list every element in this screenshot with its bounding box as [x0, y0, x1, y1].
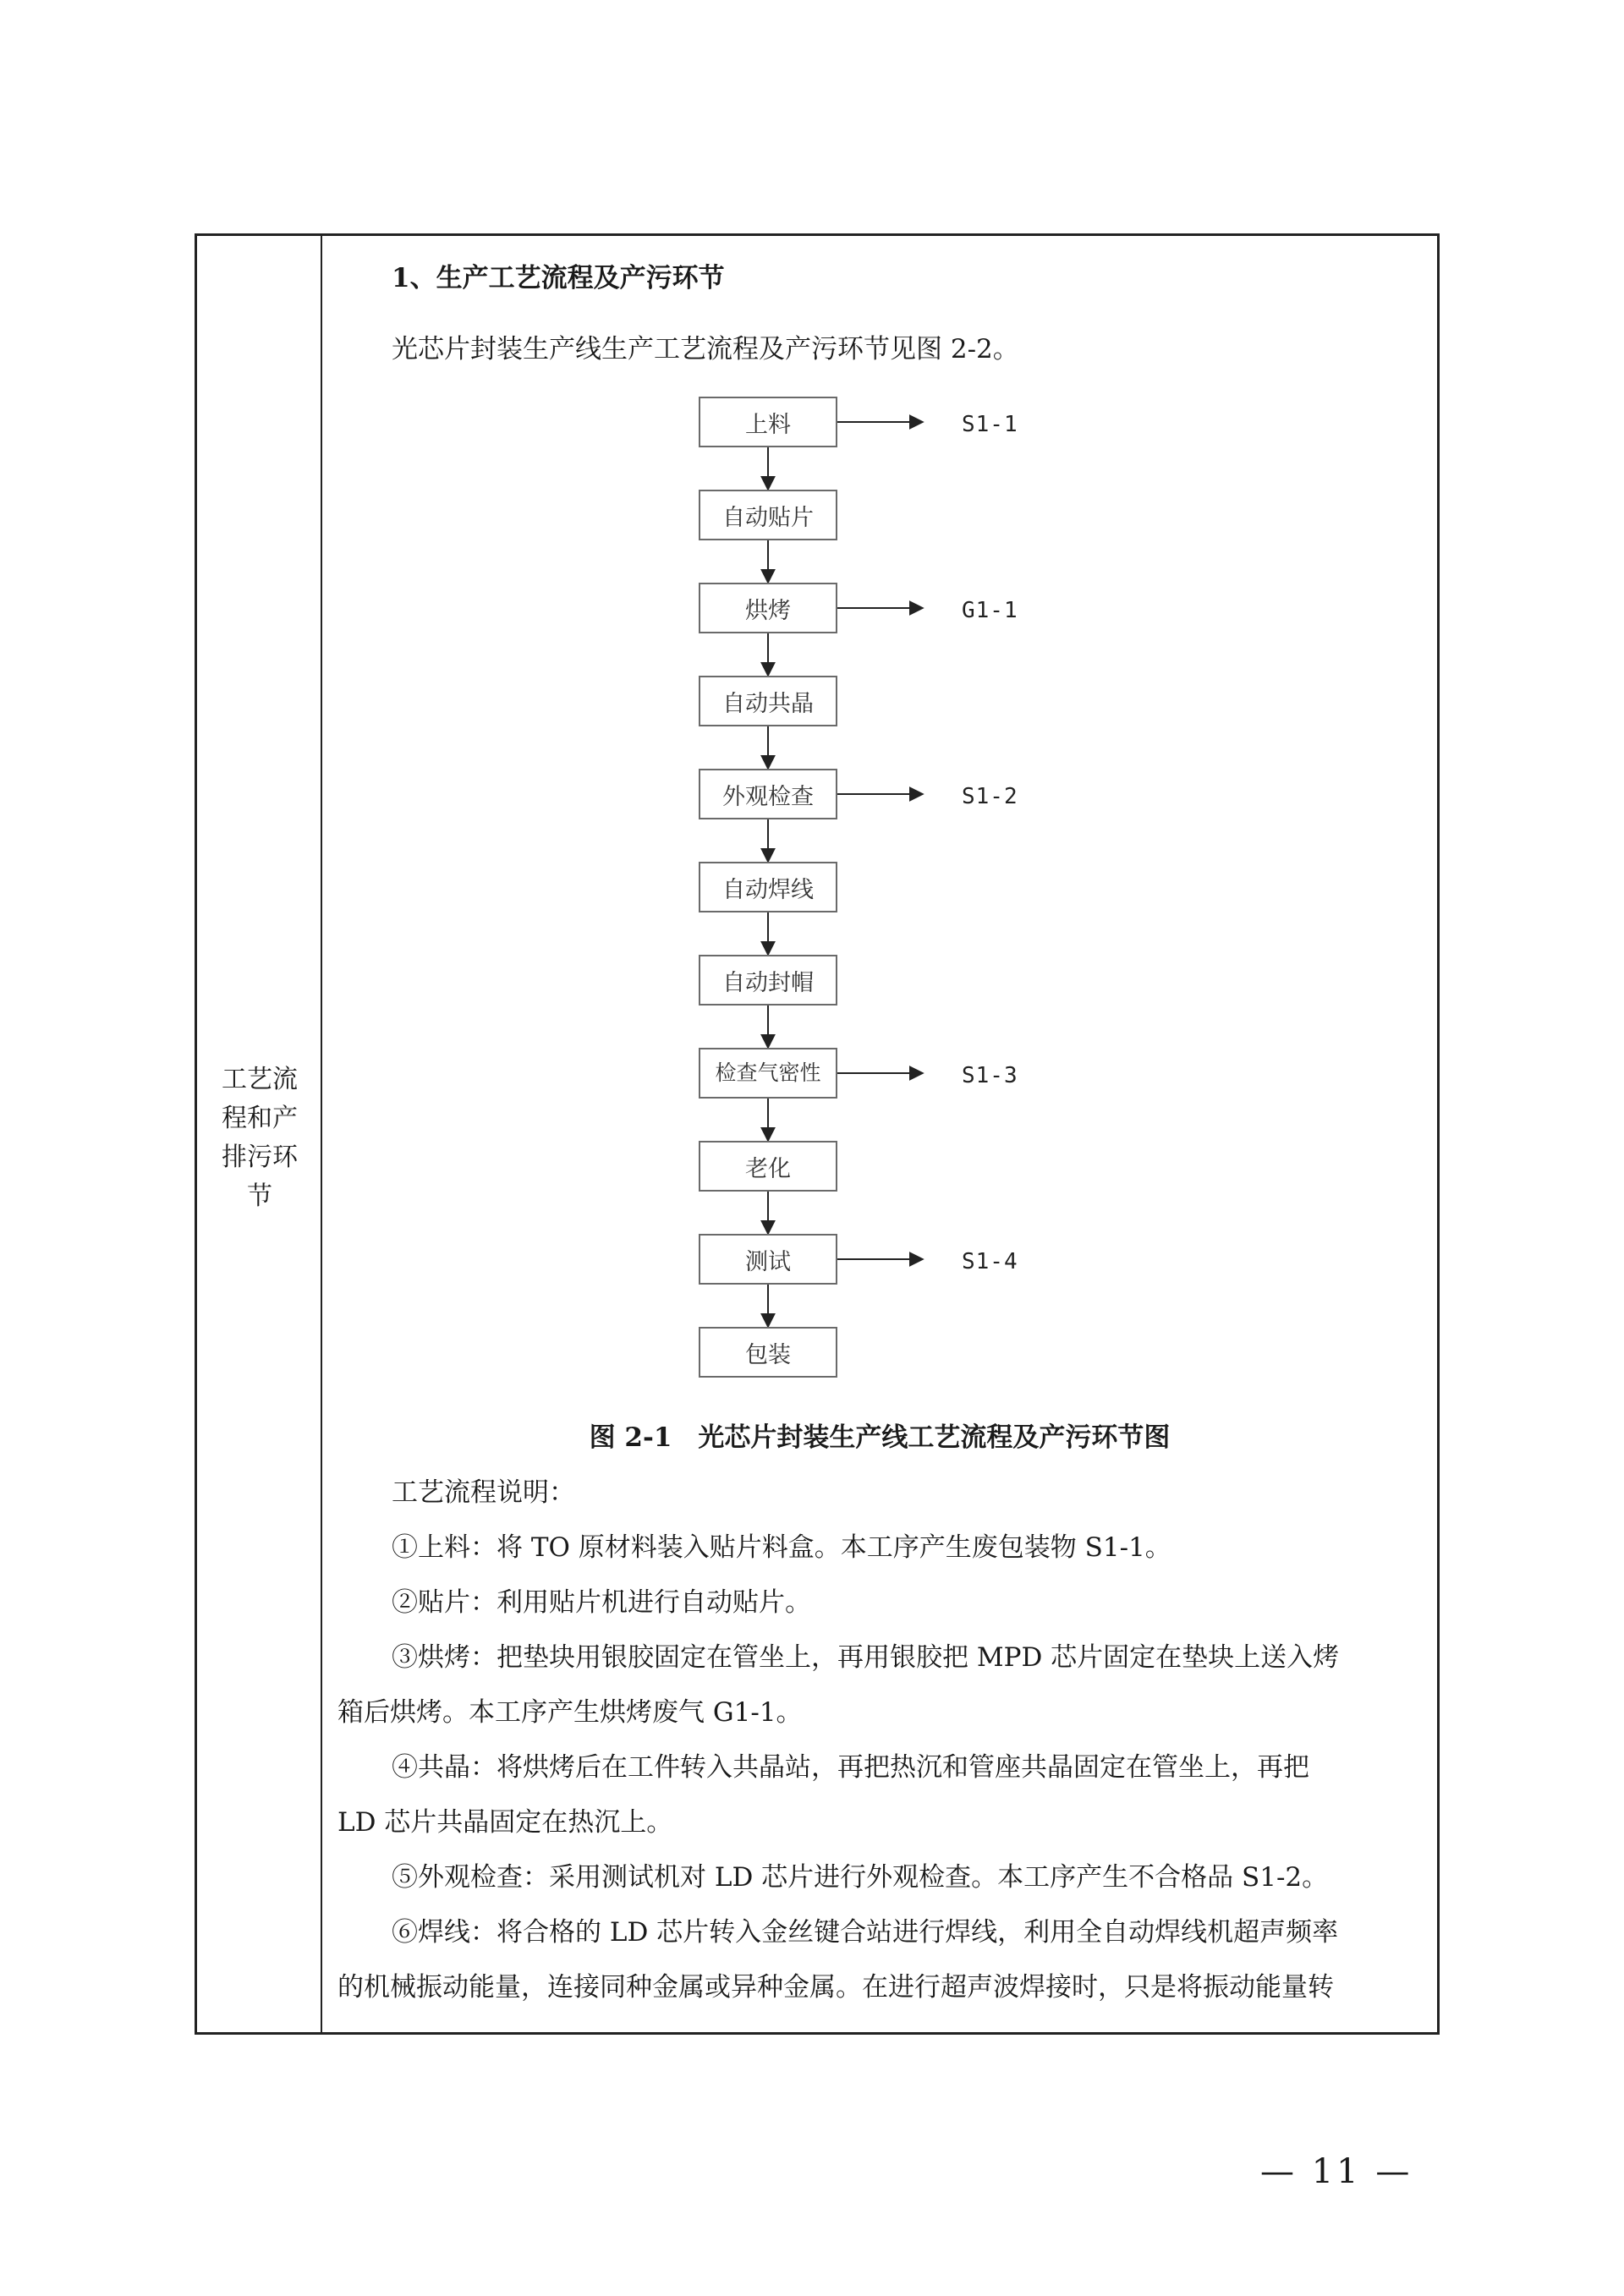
- flow-step-auto-die-attach: 自动贴片: [699, 490, 837, 540]
- flow-step-aging: 老化: [699, 1141, 837, 1192]
- description-line: ①上料：将 TO 原材料装入贴片料盒。本工序产生废包装物 S1-1。: [392, 1532, 1171, 1563]
- description-line: 工艺流程说明：: [392, 1477, 575, 1508]
- flow-step-auto-eutectic: 自动共晶: [699, 676, 837, 726]
- figure-caption: 图 2-1 光芯片封装生产线工艺流程及产污环节图: [589, 1422, 1171, 1453]
- description-line: ③烘烤：把垫块用银胶固定在管坐上，再用银胶把 MPD 芯片固定在垫块上送入烤: [392, 1642, 1340, 1673]
- description-line: ⑤外观检查：采用测试机对 LD 芯片进行外观检查。本工序产生不合格品 S1-2。: [392, 1862, 1329, 1893]
- description-line: LD 芯片共晶固定在热沉上。: [337, 1807, 673, 1838]
- content-cell: [322, 236, 1437, 2032]
- description-line: 箱后烘烤。本工序产生烘烤废气 G1-1。: [337, 1697, 803, 1728]
- intro-text: 光芯片封装生产线生产工艺流程及产污环节见图 2-2。: [392, 334, 1019, 364]
- output-label-s1-4: S1-4: [962, 1249, 1018, 1274]
- flow-step-loading: 上料: [699, 397, 837, 447]
- flow-step-auto-wire-bonding: 自动焊线: [699, 862, 837, 912]
- description-line: ②贴片：利用贴片机进行自动贴片。: [392, 1587, 811, 1618]
- process-table: [195, 233, 1440, 2035]
- page-number: — 11 —: [1260, 2152, 1413, 2191]
- flow-step-packaging: 包装: [699, 1327, 837, 1378]
- section-heading: 1、生产工艺流程及产污环节: [392, 263, 725, 293]
- output-label-g1-1: G1-1: [962, 598, 1018, 623]
- row-label-line: 排污环: [222, 1143, 298, 1172]
- description-line: ⑥焊线：将合格的 LD 芯片转入金丝键合站进行焊线，利用全自动焊线机超声频率: [392, 1917, 1339, 1948]
- row-label-cell: [197, 236, 322, 2032]
- output-label-s1-1: S1-1: [962, 412, 1018, 437]
- output-label-s1-3: S1-3: [962, 1063, 1018, 1088]
- flow-step-leak-check: 检查气密性: [699, 1048, 837, 1099]
- process-flowchart: [322, 236, 1440, 1428]
- row-label-line: 工艺流: [222, 1065, 298, 1094]
- flow-step-visual-inspection: 外观检查: [699, 769, 837, 819]
- description-line: 的机械振动能量，连接同种金属或异种金属。在进行超声波焊接时，只是将振动能量转: [337, 1972, 1334, 2003]
- flow-step-testing: 测试: [699, 1234, 837, 1285]
- flow-step-baking: 烘烤: [699, 583, 837, 633]
- row-label-line: 节: [247, 1181, 272, 1211]
- row-label-line: 程和产: [222, 1104, 298, 1133]
- side-arrows: [837, 422, 923, 1259]
- flowchart-connectors: [322, 236, 1440, 1428]
- output-label-s1-2: S1-2: [962, 784, 1018, 809]
- flow-step-auto-capping: 自动封帽: [699, 955, 837, 1006]
- description-line: ④共晶：将烘烤后在工件转入共晶站，再把热沉和管座共晶固定在管坐上，再把: [392, 1752, 1309, 1783]
- row-label: [197, 1060, 322, 1216]
